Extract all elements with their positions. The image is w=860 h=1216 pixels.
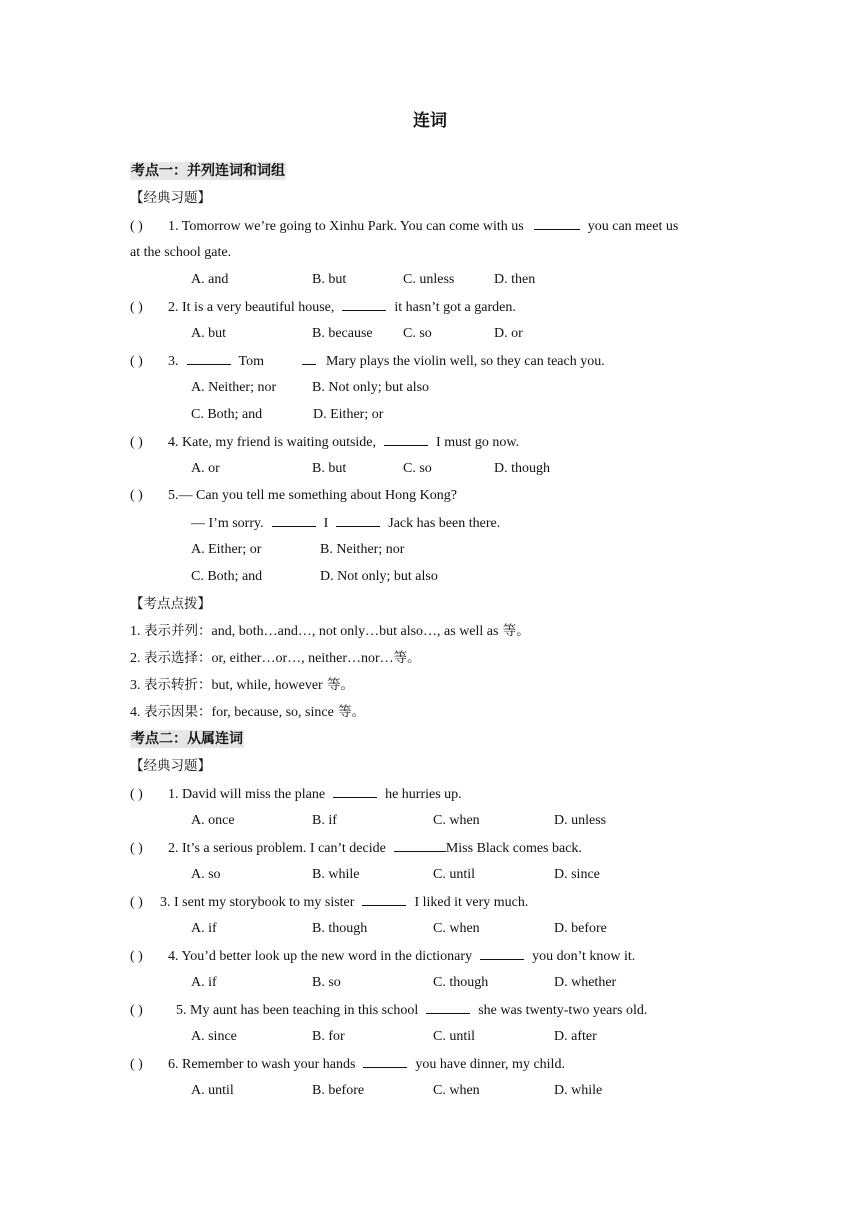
answer-blank	[534, 217, 580, 230]
answer-blank	[394, 839, 446, 852]
option-d: D. Not only; but also	[320, 569, 438, 584]
question-text: — I’m sorry.	[191, 516, 264, 531]
tip-tail: 等。	[322, 677, 354, 693]
question-text: he hurries up.	[385, 787, 462, 802]
question-3	[130, 352, 605, 371]
question-1	[130, 785, 462, 804]
tip-text: or, either…or…, neither…nor…	[211, 651, 394, 666]
page-title: 连词	[413, 111, 447, 131]
question-text: 4. You’d better look up the new word in the dictionary	[168, 949, 473, 964]
answer-paren: ( )	[130, 219, 143, 234]
option-c: C. when	[433, 921, 480, 936]
option-d: D. or	[494, 326, 523, 341]
question-4	[130, 947, 635, 966]
question-text: I must go now.	[436, 435, 520, 450]
question-text: Jack has been there.	[388, 516, 501, 531]
option-a: A. or	[191, 461, 220, 476]
question-5	[130, 1001, 647, 1020]
option-a: A. once	[191, 813, 235, 828]
option-a: A. Either; or	[191, 542, 262, 557]
answer-blank	[333, 785, 377, 798]
tip-label: 表示并列：	[144, 623, 212, 639]
tip-tail: 等。	[333, 704, 366, 720]
answer-paren: ( )	[130, 949, 143, 964]
option-d: D. after	[554, 1029, 597, 1044]
option-c: C. though	[433, 975, 489, 990]
answer-blank	[362, 893, 406, 906]
tip-label: 表示转折：	[144, 677, 212, 693]
tip-text: but, while, however	[211, 678, 323, 693]
question-text: 1. Tomorrow we’re going to Xinhu Park. You can come with us	[168, 219, 524, 234]
answer-blank	[426, 1001, 470, 1014]
option-b: B. Neither; nor	[320, 542, 405, 557]
question-text: I liked it very much.	[414, 895, 529, 910]
question-text: 2. It’s a serious problem. I can’t decide	[168, 841, 386, 856]
option-b: B. if	[312, 813, 337, 828]
answer-paren: ( )	[130, 1003, 143, 1018]
tip-tail: 等。	[498, 623, 530, 639]
option-d: D. before	[554, 921, 607, 936]
question-text: 6. Remember to wash your hands	[168, 1057, 356, 1072]
option-b: B. before	[312, 1083, 365, 1098]
option-d: D. Either; or	[313, 407, 384, 422]
tip-label: 表示选择：	[144, 650, 212, 666]
option-c: C. Both; and	[191, 569, 263, 584]
option-c: C. when	[433, 813, 480, 828]
question-text: I	[323, 516, 329, 531]
answer-paren: ( )	[130, 488, 143, 503]
question-text: she was twenty-two years old.	[478, 1003, 648, 1018]
question-1	[130, 217, 678, 236]
option-d: D. though	[494, 461, 550, 476]
question-text: 3. I sent my storybook to my sister	[160, 895, 355, 910]
question-5	[130, 487, 457, 505]
option-d: D. unless	[554, 813, 607, 828]
question-2	[130, 839, 582, 858]
question-text: 5.— Can you tell me something about Hong Kong?	[168, 488, 457, 503]
question-text: you can meet us	[587, 219, 679, 234]
tip-item	[130, 703, 365, 722]
answer-paren: ( )	[130, 354, 143, 369]
option-d: D. then	[494, 272, 536, 287]
tip-item	[130, 622, 530, 641]
question-text: 5. My aunt has been teaching in this school	[176, 1003, 419, 1018]
option-a: A. but	[191, 326, 226, 341]
tip-tail: 等。	[393, 650, 421, 666]
answer-paren: ( )	[130, 895, 143, 910]
option-c: C. so	[403, 461, 432, 476]
question-text: Miss Black comes back.	[445, 841, 582, 856]
question-text: you have dinner, my child.	[415, 1057, 565, 1072]
question-text: 2. It is a very beautiful house,	[168, 300, 335, 315]
option-c: C. so	[403, 326, 432, 341]
question-text: you don’t know it.	[532, 949, 636, 964]
tip-number: 1.	[130, 624, 141, 639]
option-c: C. Both; and	[191, 407, 263, 422]
answer-paren: ( )	[130, 841, 143, 856]
answer-paren: ( )	[130, 1057, 143, 1072]
option-b: B. but	[312, 461, 347, 476]
tip-label: 表示因果：	[144, 704, 212, 720]
option-a: A. and	[191, 272, 229, 287]
option-a: A. if	[191, 921, 217, 936]
option-b: B. while	[312, 867, 360, 882]
question-text: Mary plays the violin well, so they can teach you.	[325, 354, 605, 369]
option-b: B. Not only; but also	[312, 380, 430, 395]
question-continuation: at the school gate.	[130, 245, 232, 260]
answer-paren: ( )	[130, 300, 143, 315]
exercise-label: 【经典习题】	[130, 758, 211, 774]
tip-item	[130, 649, 421, 668]
answer-blank	[272, 514, 316, 527]
option-a: A. since	[191, 1029, 237, 1044]
tip-text: for, because, so, since	[211, 705, 334, 720]
tips-label: 【考点点拨】	[130, 596, 211, 612]
section-heading: 考点一：并列连词和词组	[131, 163, 285, 179]
section-heading: 考点二：从属连词	[131, 731, 243, 747]
option-d: D. whether	[554, 975, 617, 990]
option-d: D. while	[554, 1083, 603, 1098]
option-c: C. when	[433, 1083, 480, 1098]
tip-item	[130, 676, 354, 695]
tip-number: 4.	[130, 705, 141, 720]
answer-blank	[342, 298, 386, 311]
question-text: 3.	[168, 354, 179, 369]
tip-number: 2.	[130, 651, 141, 666]
answer-blank	[336, 514, 380, 527]
question-4	[130, 433, 519, 452]
tip-number: 3.	[130, 678, 141, 693]
answer-paren: ( )	[130, 435, 143, 450]
option-c: C. until	[433, 1029, 476, 1044]
question-3	[130, 893, 528, 912]
answer-blank	[302, 352, 316, 365]
option-b: B. because	[312, 326, 373, 341]
option-a: A. so	[191, 867, 221, 882]
question-2	[130, 298, 516, 317]
tip-text: and, both…and…, not only…but also…, as well as	[211, 624, 499, 639]
question-text: it hasn’t got a garden.	[394, 300, 516, 315]
option-b: B. for	[312, 1029, 345, 1044]
option-d: D. since	[554, 867, 600, 882]
question-text: 1. David will miss the plane	[168, 787, 326, 802]
answer-paren: ( )	[130, 787, 143, 802]
question-5-reply	[191, 514, 500, 533]
option-b: B. though	[312, 921, 368, 936]
answer-blank	[384, 433, 428, 446]
option-c: C. unless	[403, 272, 455, 287]
option-b: B. so	[312, 975, 341, 990]
answer-blank	[480, 947, 524, 960]
exercise-label: 【经典习题】	[130, 190, 211, 206]
option-c: C. until	[433, 867, 476, 882]
question-text: 4. Kate, my friend is waiting outside,	[168, 435, 377, 450]
option-a: A. until	[191, 1083, 234, 1098]
option-a: A. if	[191, 975, 217, 990]
answer-blank	[363, 1055, 407, 1068]
option-b: B. but	[312, 272, 347, 287]
option-a: A. Neither; nor	[191, 380, 277, 395]
answer-blank	[187, 352, 231, 365]
question-6	[130, 1055, 565, 1074]
question-text: Tom	[238, 354, 264, 369]
